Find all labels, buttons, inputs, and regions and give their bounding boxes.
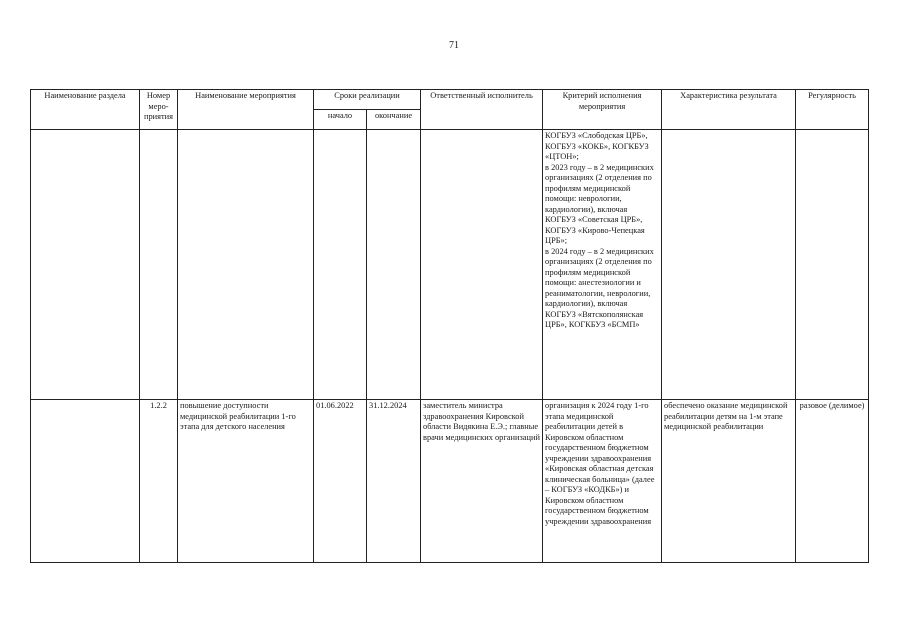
cell-activity: повышение доступности медицинской реабилитации 1-го этапа для детского населения [178, 400, 314, 563]
cell-result [662, 130, 796, 400]
cell-number: 1.2.2 [140, 400, 178, 563]
cell-end: 31.12.2024 [367, 400, 421, 563]
cell-section [31, 400, 140, 563]
cell-number [140, 130, 178, 400]
header-section-name: Наименование раздела [31, 90, 140, 130]
plan-table [30, 89, 869, 563]
cell-regularity [796, 130, 869, 400]
page-number: 71 [449, 40, 459, 51]
cell-executor: заместитель министра здравоохранения Кировской области Видякина Е.Э.; главные врачи медицинских организаций [421, 400, 543, 563]
cell-start: 01.06.2022 [314, 400, 367, 563]
table-row [31, 400, 869, 563]
cell-section [31, 130, 140, 400]
header-start: начало [314, 110, 367, 130]
header-end: окончание [367, 110, 421, 130]
cell-activity [178, 130, 314, 400]
header-period: Сроки реализации [314, 90, 421, 110]
cell-start [314, 130, 367, 400]
cell-regularity: разовое (делимое) [796, 400, 869, 563]
header-criterion: Критерий исполнения мероприятия [543, 90, 662, 130]
cell-end [367, 130, 421, 400]
cell-criterion: КОГБУЗ «Слободская ЦРБ», КОГБУЗ «КОКБ», КОГКБУЗ «ЦТОН»; в 2023 году – в 2 медицинских организациях (2 отделения по профилям медицинской помощи: неврологии, кардиологии), включая КОГБУЗ «Советская ЦРБ», КОГБУЗ «Кирово-Чепецкая ЦРБ»; в 2024 году – в 2 медицинских организациях (2 отделения по профилям медицинской помощи: анестезиологии и реаниматологии, неврологии, кардиологии), включая КОГБУЗ «Вятскополянская ЦРБ», КОГКБУЗ «БСМП» [543, 130, 662, 400]
header-regularity: Регулярность [796, 90, 869, 130]
cell-executor [421, 130, 543, 400]
cell-result: обеспечено оказание медицинской реабилитации детям на 1-м этапе медицинской реабилитации [662, 400, 796, 563]
cell-criterion: организация к 2024 году 1-го этапа медицинской реабилитации детей в Кировском областном государственном бюджетном учреждении здравоохранения «Кировская областная детская клиническая больница» (далее – КОГБУЗ «КОДКБ») и Кировском областном государственном бюджетном учреждении здравоохранения [543, 400, 662, 563]
header-number: Номер меро-приятия [140, 90, 178, 130]
header-result: Характеристика результата [662, 90, 796, 130]
header-executor: Ответственный исполнитель [421, 90, 543, 130]
table-row [31, 130, 869, 400]
header-activity-name: Наименование мероприятия [178, 90, 314, 130]
